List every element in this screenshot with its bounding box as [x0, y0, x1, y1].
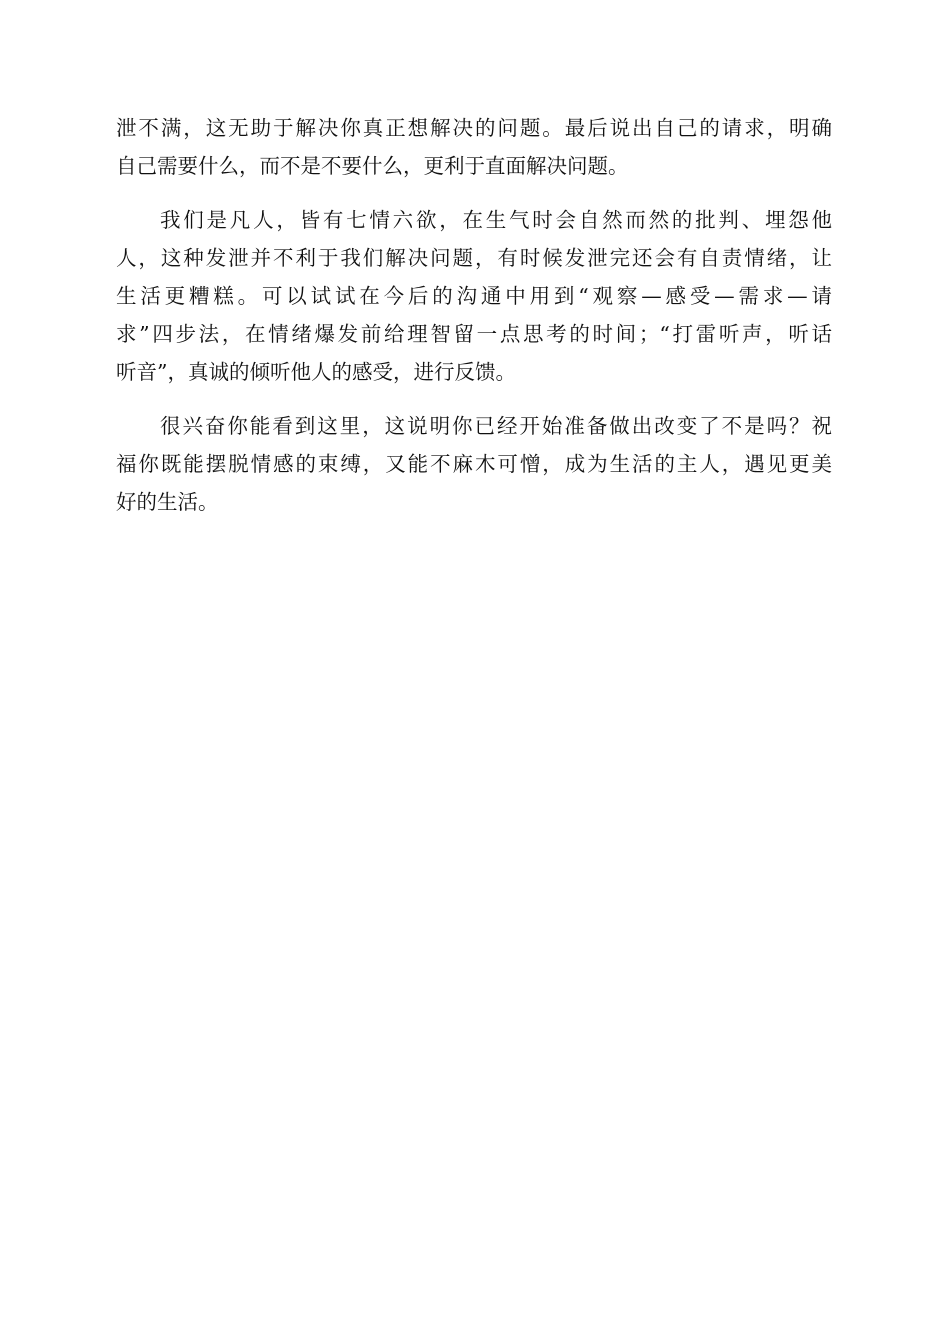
- paragraph-2: [116, 201, 832, 391]
- paragraph-1: [116, 109, 832, 185]
- paragraph-spacer: [116, 391, 832, 407]
- paragraph-line: 求”四步法，在情绪爆发前给理智留一点思考的时间；“打雷听声，听话: [116, 322, 832, 346]
- paragraph-line: 泄不满，这无助于解决你真正想解决的问题。最后说出自己的请求，明确: [116, 116, 832, 140]
- paragraph-line: 很兴奋你能看到这里，这说明你已经开始准备做出改变了不是吗？祝: [160, 414, 832, 438]
- paragraph-line: 听音”，真诚的倾听他人的感受，进行反馈。: [116, 360, 516, 384]
- paragraph-line: 自己需要什么，而不是不要什么，更利于直面解决问题。: [116, 154, 629, 178]
- paragraph-spacer: [116, 185, 832, 201]
- paragraph-line: 生活更糟糕。可以试试在今后的沟通中用到“观察—感受—需求—请: [116, 284, 832, 308]
- paragraph-3: [116, 407, 832, 521]
- document-body: [116, 109, 832, 521]
- paragraph-line: 人，这种发泄并不利于我们解决问题，有时候发泄完还会有自责情绪，让: [116, 246, 832, 270]
- paragraph-line: 好的生活。: [116, 490, 219, 514]
- paragraph-line: 福你既能摆脱情感的束缚，又能不麻木可憎，成为生活的主人，遇见更美: [116, 452, 832, 476]
- paragraph-line: 我们是凡人，皆有七情六欲，在生气时会自然而然的批判、埋怨他: [160, 208, 832, 232]
